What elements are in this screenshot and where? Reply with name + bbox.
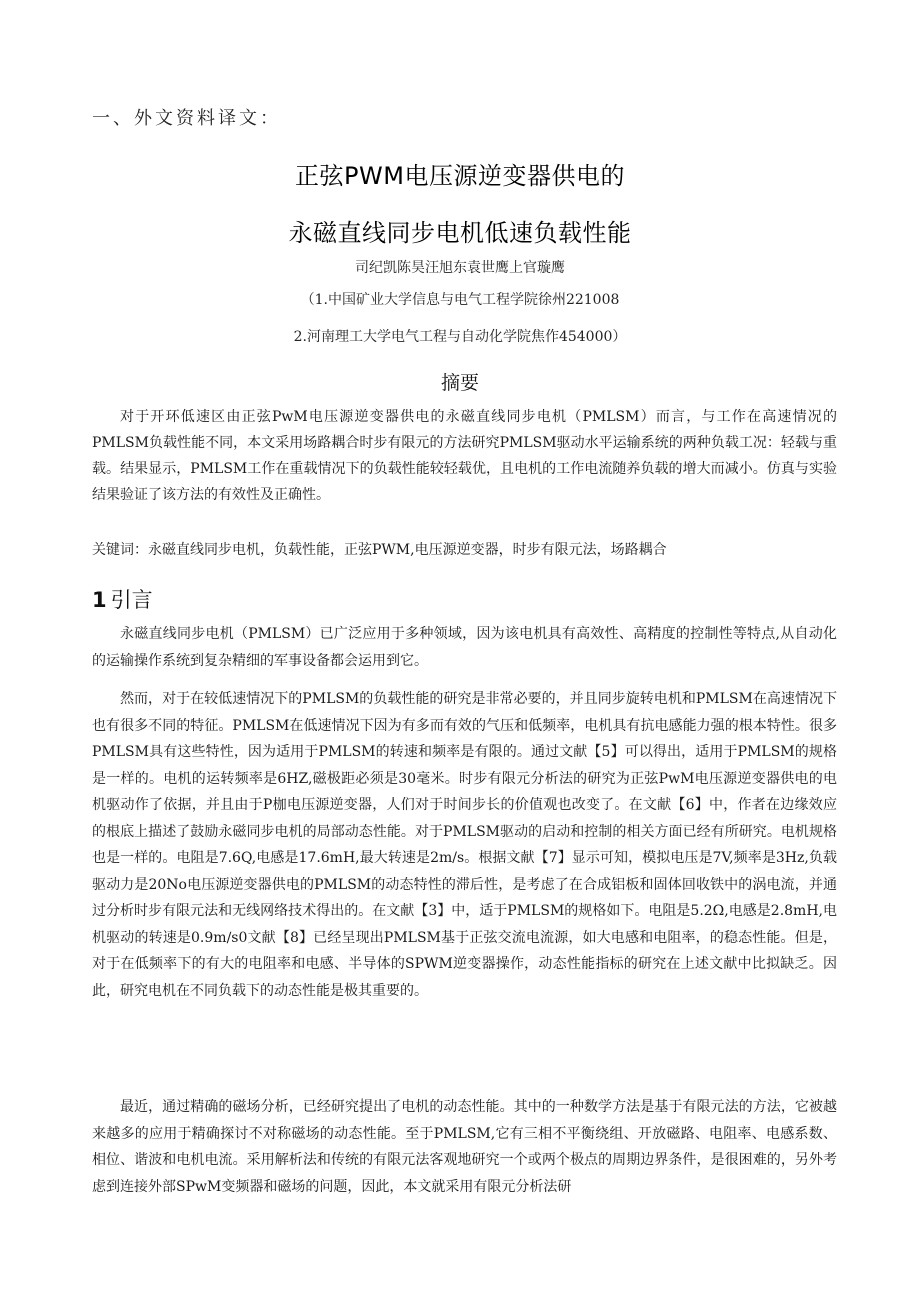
keywords: 关键词：永磁直线同步电机，负载性能，正弦PWM,电压源逆变器，时步有限元法，场路耦合: [92, 542, 667, 558]
section-number: 1: [92, 588, 107, 612]
authors: 司纪凯陈昊汪旭东袁世鹰上官璇鹰: [355, 260, 565, 276]
affiliation-1: （1.中国矿业大学信息与电气工程学院徐州221008: [300, 292, 620, 308]
abstract-heading: 摘要: [440, 372, 479, 394]
paragraph-1: 永磁直线同步电机（PMLSM）已广泛应用于多种领域，因为该电机具有高效性、高精度的控制性等特点,从自动化的运输操作系统到复杂精细的军事设备都会运用到它。: [92, 626, 837, 669]
paragraph-3: 最近，通过精确的磁场分析，已经研究提出了电机的动态性能。其中的一种数学方法是基于有限元法的方法，它被越来越多的应用于精确探讨不对称磁场的动态性能。至于PMLSM,它有三相不平衡绕组、开放磁路、电阻率、电感系数、相位、谐波和电机电流。采用解析法和传统的有限元法客观地研究一个或两个极点的周期边界条件，是很困难的，另外考虑到连接外部SPwM变频器和磁场的问题，因此，本文就采用有限元分析法研: [92, 1099, 837, 1195]
section-label: 一、外文资料译文：: [92, 108, 281, 129]
title-line-2: 永磁直线同步电机低速负载性能: [288, 219, 632, 247]
paragraph-2: 然而，对于在较低速情况下的PMLSM的负载性能的研究是非常必要的，并且同步旋转电机和PMLSM在高速情况下也有很多不同的特征。PMLSM在低速情况下因为有多而有效的气压和低频率，电机具有抗电感能力强的根本特性。很多PMLSM具有这些特性，因为适用于PMLSM的转速和频率是有限的。通过文献【5】可以得出，适用于PMLSM的规格是一样的。电机的运转频率是6HZ,磁极距必须是30毫米。时步有限元分析法的研究为正弦PwM电压源逆变器供电的电机驱动作了依据，并且由于P枷电压源逆变器，人们对于时间步长的价值观也改变了。在文献【6】中，作者在边缘效应的根底上描述了鼓励永磁同步电机的局部动态性能。对于PMLSM驱动的启动和控制的相关方面已经有所研究。电机规格也是一样的。电阻是7.6Q,电感是17.6mH,最大转速是2m/s。根据文献【7】显示可知，模拟电压是7V,频率是3Hz,负载驱动力是20No电压源逆变器供电的PMLSM的动态特性的滞后性，是考虑了在合成铝板和固体回收铁中的涡电流，并通过分析时步有限元法和无线网络技术得出的。在文献【3】中，适于PMLSM的规格如下。电阻是5.2Ω,电感是2.8mH,电机驱动的转速是0.9m∕s0文献【8】已经呈现出PMLSM基于正弦交流电流源，如大电感和电阻率，的稳态性能。但是，对于在低频率下的有大的电阻率和电感、半导体的SPWM逆变器操作，动态性能指标的研究在上述文献中比拟缺乏。因此，研究电机在不同负载下的动态性能是极其重要的。: [92, 691, 837, 999]
section-title: 引言: [110, 588, 153, 612]
section-heading: [92, 584, 153, 614]
title-line-1: 正弦PWM电压源逆变器供电的: [295, 162, 625, 190]
abstract-text: 对于开环低速区由正弦PwM电压源逆变器供电的永磁直线同步电机（PMLSM）而言，与工作在高速情况的PMLSM负载性能不同，本文采用场路耦合时步有限元的方法研究PMLSM驱动水平运输系统的两种负载工况：轻载与重载。结果显示，PMLSM工作在重载情况下的负载性能较轻载优，且电机的工作电流随养负载的增大而减小。仿真与实验结果验证了该方法的有效性及正确性。: [92, 409, 837, 503]
affiliation-2: 2.河南理工大学电气工程与自动化学院焦作454000）: [293, 329, 627, 345]
